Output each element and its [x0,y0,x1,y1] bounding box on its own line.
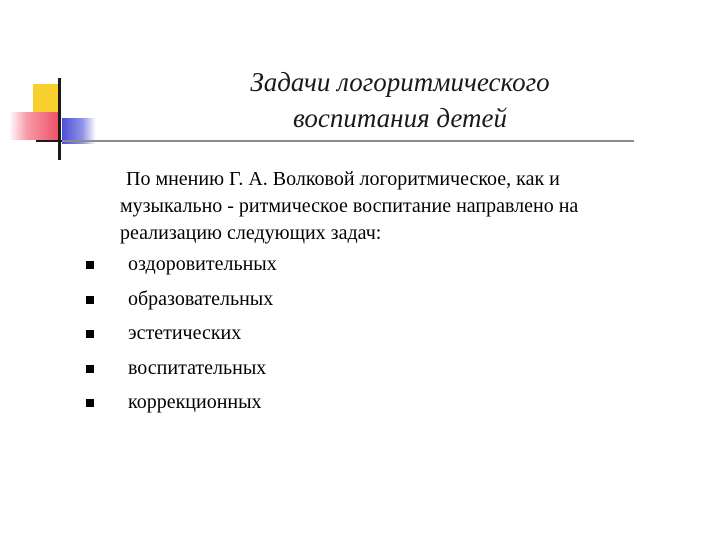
decorative-logo [0,0,110,170]
task-label: оздоровительных [128,253,277,275]
slide-body [108,166,688,420]
list-item [108,316,688,351]
list-item [108,385,688,420]
vertical-rule [58,78,61,160]
square-bullet-icon [86,330,94,338]
square-bullet-icon [86,399,94,407]
title-separator [62,140,634,142]
square-bullet-icon [86,261,94,269]
list-item [108,282,688,317]
task-label: коррекционных [128,391,262,413]
task-list [108,247,688,420]
slide-title [150,64,650,136]
list-item [108,351,688,386]
title-line-1: Задачи логоритмического [250,67,550,97]
red-gradient-shape [9,112,61,140]
square-bullet-icon [86,365,94,373]
task-label: эстетических [128,322,242,344]
intro-line-1: По мнению Г. А. Волковой логоритмическое, как и [126,168,560,190]
intro-line-2: музыкально - ритмическое воспитание направлено на [120,195,579,217]
intro-paragraph [108,166,688,247]
intro-line-3: реализацию следующих задач: [120,222,382,244]
title-line-2: воспитания детей [293,103,507,133]
yellow-square-shape [33,84,61,114]
list-item [108,247,688,282]
square-bullet-icon [86,296,94,304]
task-label: воспитательных [128,356,267,379]
task-label: образовательных [128,287,274,310]
